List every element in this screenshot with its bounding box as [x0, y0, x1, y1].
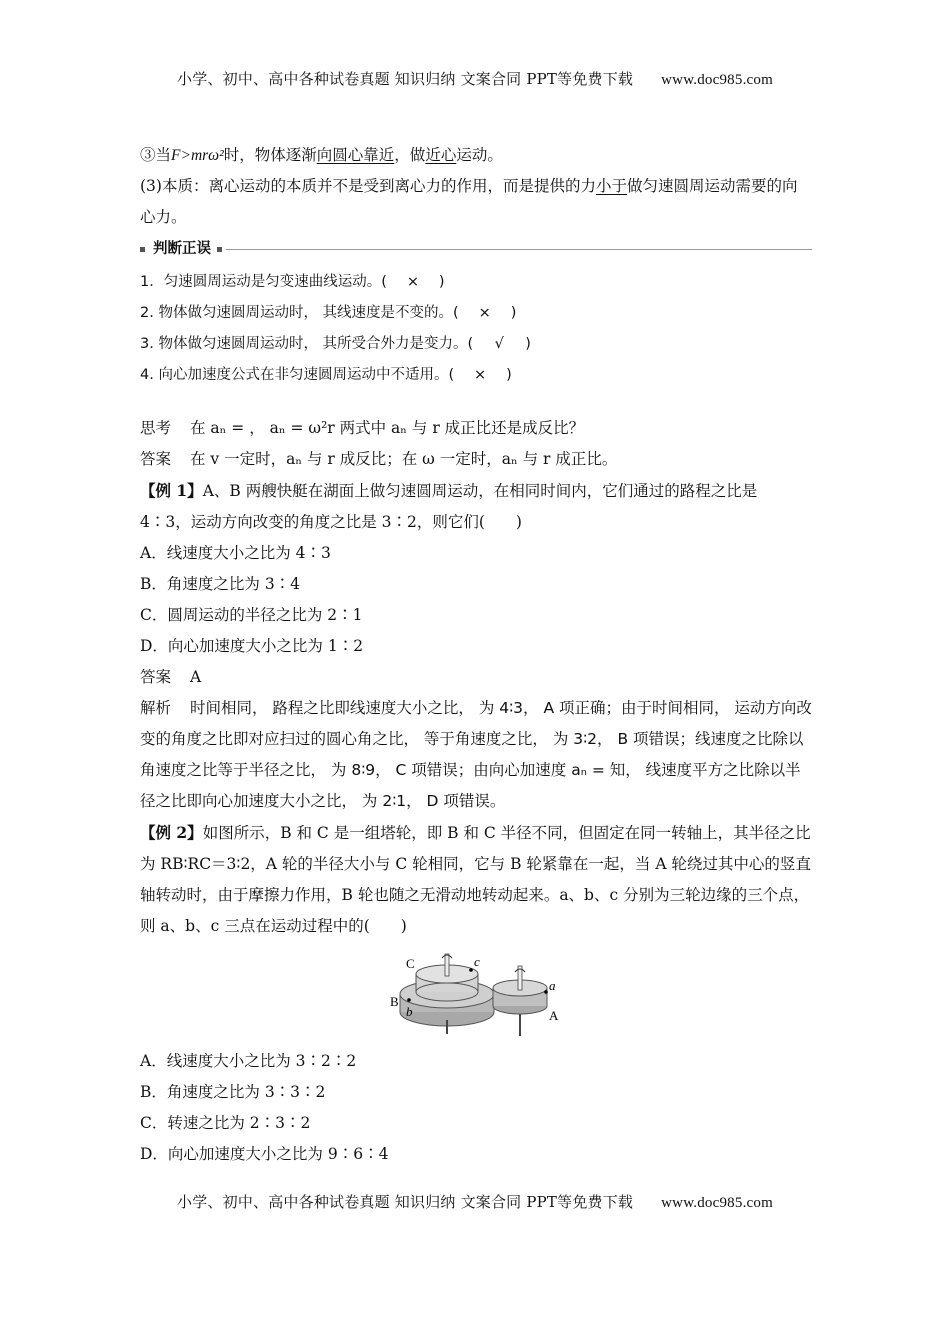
footer-site[interactable]: www.doc985.com [661, 1195, 773, 1211]
example1-option: A．线速度大小之比为 4∶3 [140, 544, 331, 562]
label-B: B [390, 994, 399, 1009]
example2-stem: 【例 2】如图所示，B 和 C 是一组塔轮，即 B 和 C 半径不同，但固定在同一转轴上，其半径之比为 RB∶RC＝3∶2，A 轮的半径大小与 C 轮相同，它与 B 轮紧靠在一起，当 A 轮绕过其中心的竖直轴转动时，由于摩擦力作用，B 轮也随之无滑动地转动起来。a、b、c 分别为三轮边缘的三个点，则 a、b、c 三点在运动过程中的( ) [140, 823, 811, 935]
think-label: 思考 [140, 419, 172, 437]
example1-answer [140, 662, 812, 693]
example1-analysis-text: 时间相同， 路程之比即线速度大小之比， 为 4∶3， A 项正确；由于时间相同， 运动方向改变的角度之比即对应扫过的圆心角之比， 等于角速度之比， 为 3∶2， B 项错误；线速度之比除以角速度之比等于半径之比， 为 8∶9， C 项错误；由向心加速度 aₙ = 知， 线速度平方之比除以半径之比即向心加速度大小之比， 为 2∶1， D 项错误。 [140, 699, 812, 810]
label-b: b [406, 1004, 413, 1019]
answer-label: 答案 [140, 668, 172, 686]
header-site[interactable]: www.doc985.com [661, 72, 773, 88]
label-C: C [406, 956, 415, 971]
think-answer-text: 在 v 一定时，aₙ 与 r 成反比；在 ω 一定时，aₙ 与 r 成正比。 [190, 450, 618, 468]
answer-label: 答案 [140, 450, 172, 468]
document-body [140, 140, 812, 1170]
think-question [140, 413, 812, 444]
example1-option: D．向心加速度大小之比为 1∶2 [140, 637, 364, 655]
judge-item: 2. 物体做匀速圆周运动时， 其线速度是不变的。( × ) [140, 305, 517, 321]
think-text: 在 aₙ = ， aₙ = ω²r 两式中 aₙ 与 r 成正比还是成反比？ [190, 419, 585, 437]
judge-item: 3. 物体做匀速圆周运动时， 其所受合外力是变力。( √ ) [140, 336, 531, 352]
example1-label: 【例 1】 [140, 481, 203, 500]
example1-answer-value: A [190, 668, 202, 686]
square-bullet-icon [140, 247, 145, 252]
intro-line3: ③当F>mrω²时，物体逐渐向圆心靠近，做近心运动。 [140, 146, 503, 164]
example2-option: B．角速度之比为 3∶3∶2 [140, 1083, 326, 1101]
formula-f: F>mrω² [171, 147, 224, 164]
section-rule [226, 249, 812, 250]
example1-stem: 【例 1】A、B 两艘快艇在湖面上做匀速圆周运动，在相同时间内，它们通过的路程之比是 4∶3，运动方向改变的角度之比是 3∶2，则它们( ) [140, 481, 758, 531]
page-footer [0, 1191, 950, 1212]
footer-text: 小学、初中、高中各种试卷真题 知识归纳 文案合同 PPT等免费下载 [177, 1193, 634, 1211]
label-a: a [549, 978, 556, 993]
page-header [0, 68, 950, 89]
example1-analysis [140, 693, 812, 817]
judge-list [140, 267, 812, 391]
think-answer [140, 444, 812, 475]
square-bullet-icon [217, 247, 222, 252]
example1-option: C．圆周运动的半径之比为 2∶1 [140, 606, 363, 624]
analysis-label: 解析 [140, 699, 172, 717]
example2-option: D．向心加速度大小之比为 9∶6∶4 [140, 1145, 389, 1163]
judge-section-title: 判断正误 [153, 240, 211, 257]
intro-essence: (3)本质：离心运动的本质并不是受到离心力的作用，而是提供的力小于做匀速圆周运动需要的向心力。 [140, 177, 798, 226]
label-c: c [474, 954, 480, 969]
example2-option: A．线速度大小之比为 3∶2∶2 [140, 1052, 357, 1070]
pulley-figure [140, 948, 812, 1040]
judge-section-header [140, 234, 812, 264]
tower-wheel-diagram [392, 948, 562, 1038]
example2-label: 【例 2】 [140, 823, 203, 842]
header-text: 小学、初中、高中各种试卷真题 知识归纳 文案合同 PPT等免费下载 [177, 70, 634, 88]
judge-item: 4. 向心加速度公式在非匀速圆周运动中不适用。( × ) [140, 367, 512, 383]
label-A: A [549, 1008, 559, 1023]
judge-item: 1．匀速圆周运动是匀变速曲线运动。( × ) [140, 274, 445, 290]
example2-option: C．转速之比为 2∶3∶2 [140, 1114, 311, 1132]
example1-option: B．角速度之比为 3∶4 [140, 575, 301, 593]
